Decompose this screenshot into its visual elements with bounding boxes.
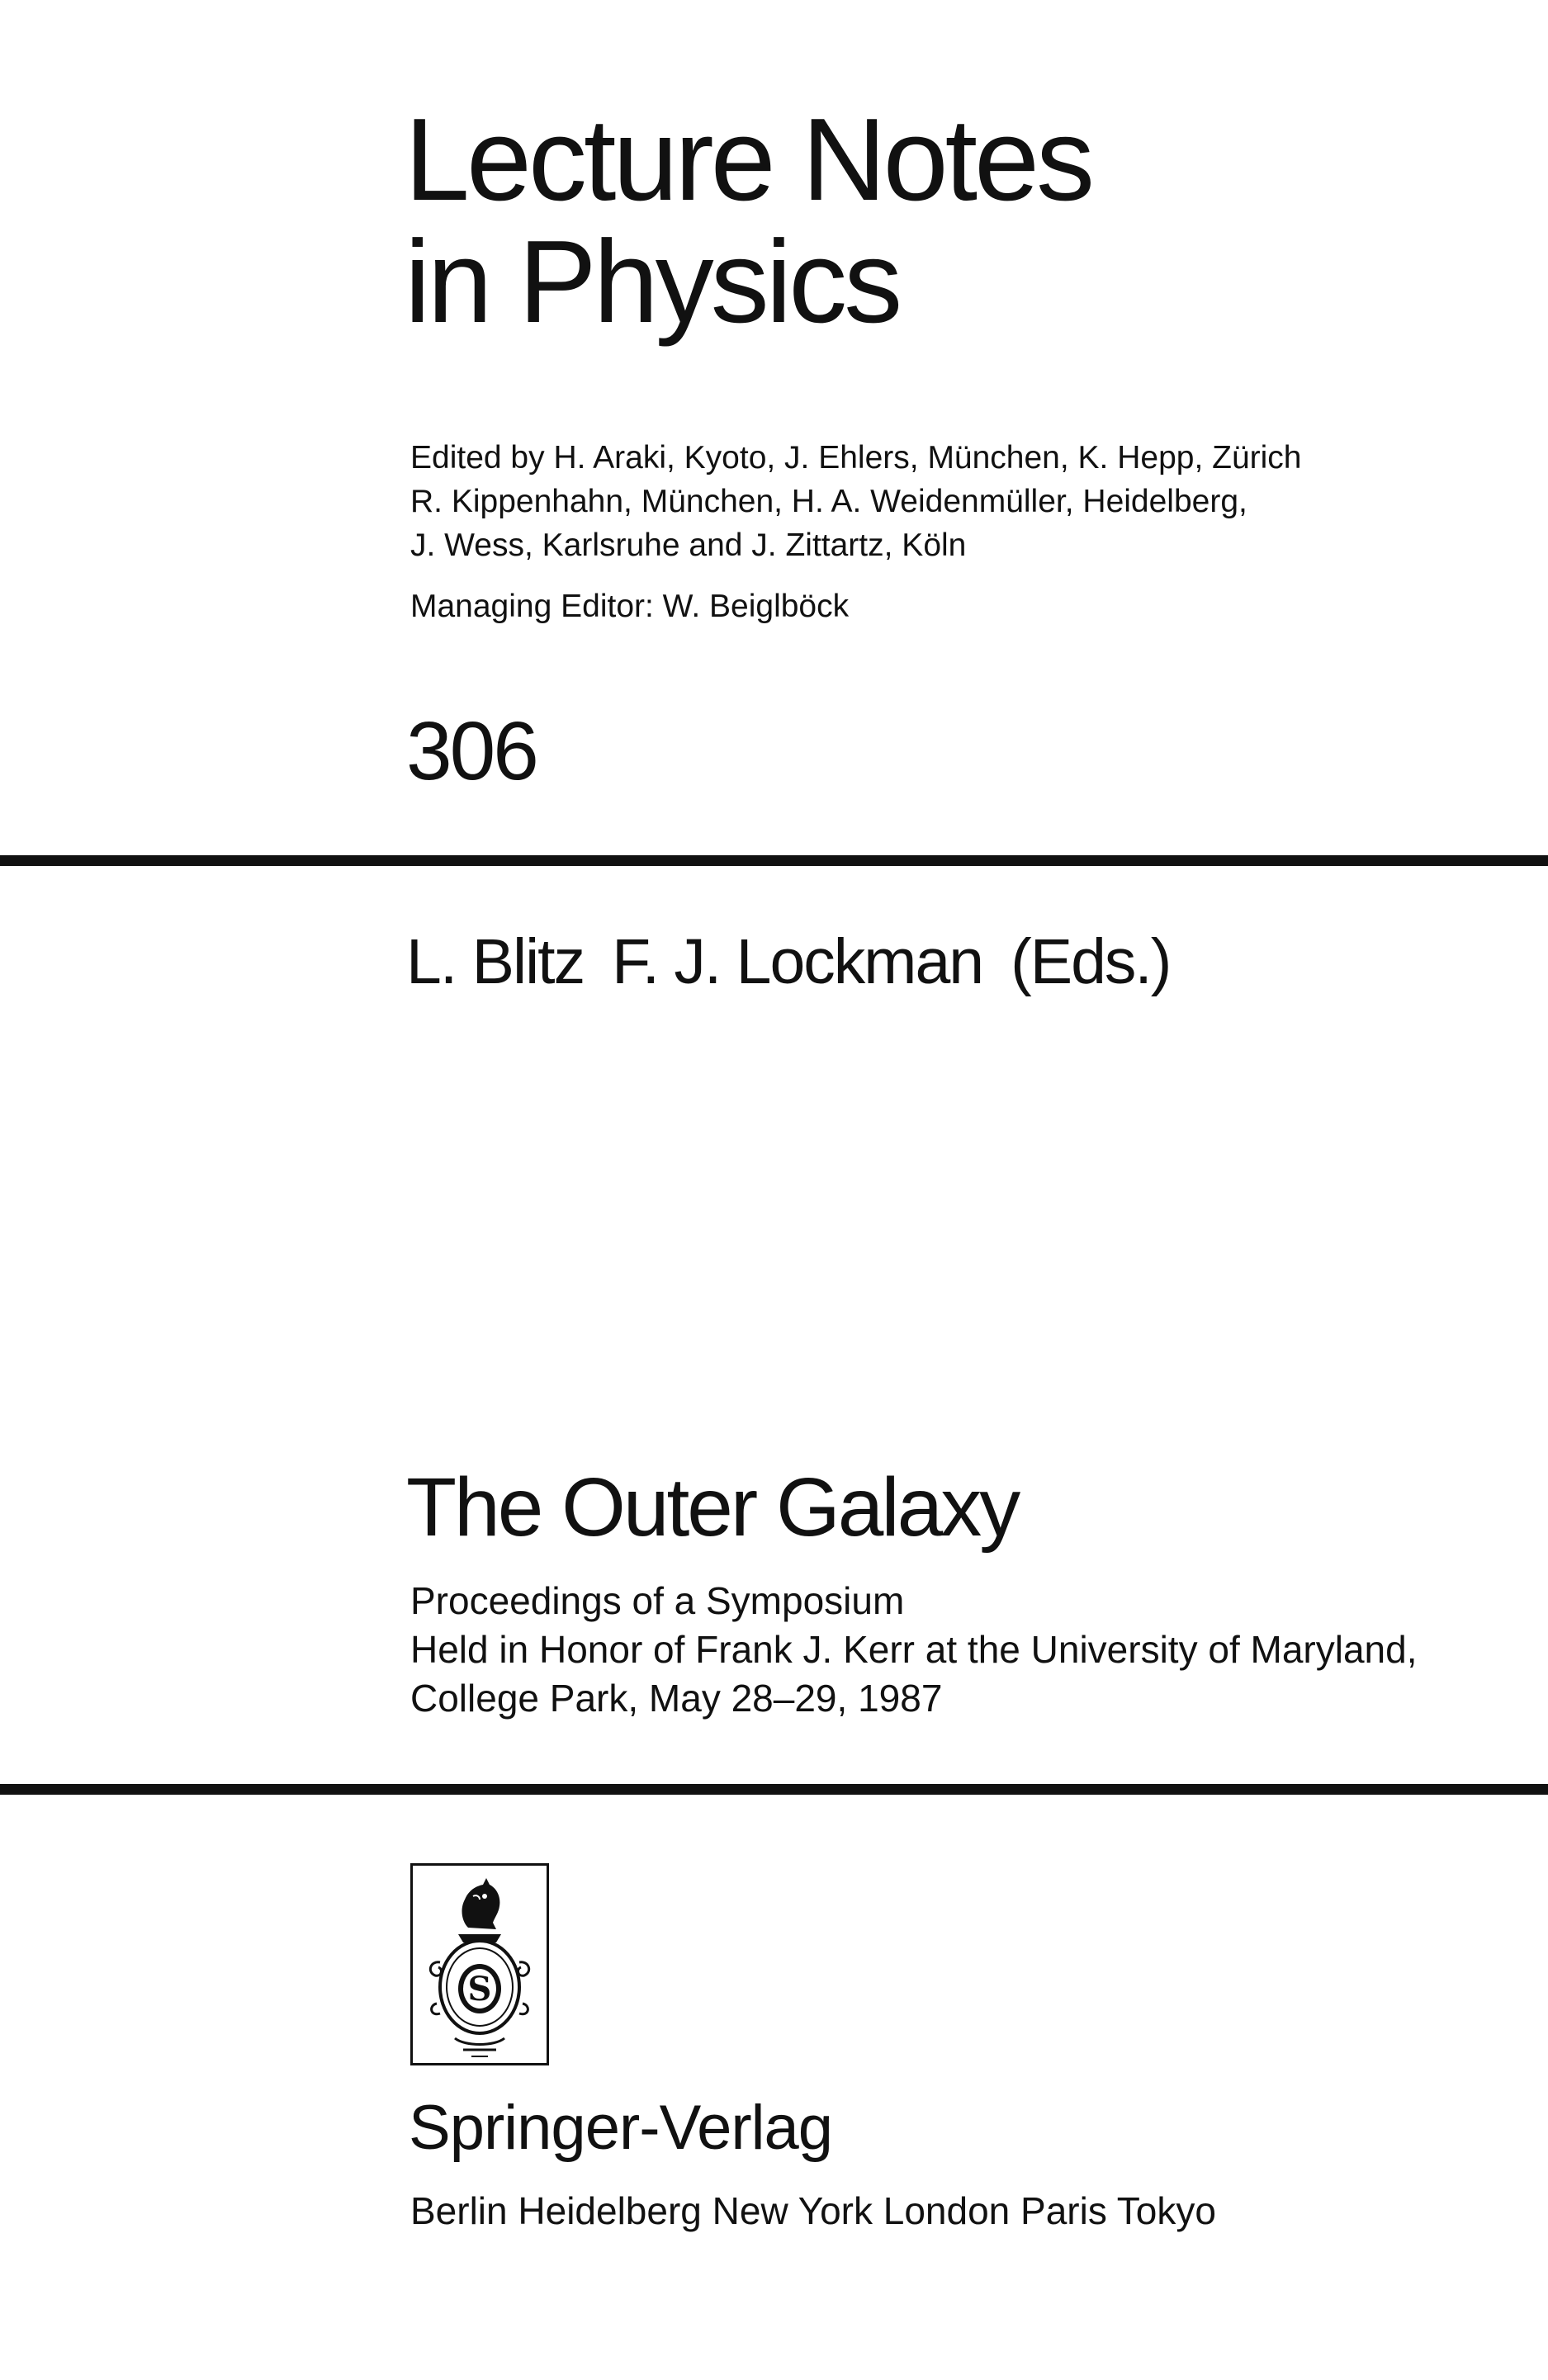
- svg-text:S: S: [467, 1970, 492, 2009]
- eds-suffix: (Eds.): [1011, 926, 1171, 997]
- publisher-name: Springer-Verlag: [409, 2093, 833, 2163]
- springer-knight-logo-icon: [410, 1863, 549, 2065]
- book-title: The Outer Galaxy: [406, 1461, 1019, 1554]
- book-editors: [406, 925, 1170, 999]
- series-title-line1: Lecture Notes: [405, 94, 1092, 225]
- series-title-line2: in Physics: [405, 216, 900, 348]
- editors-line2: R. Kippenhahn, München, H. A. Weidenmüller, Heidelberg,: [410, 484, 1247, 519]
- editors-line1: Edited by H. Araki, Kyoto, J. Ehlers, München, K. Hepp, Zürich: [410, 440, 1302, 476]
- top-divider: [0, 855, 1548, 866]
- series-title: [405, 94, 1092, 348]
- subtitle-line1: Proceedings of a Symposium: [410, 1579, 905, 1622]
- publisher-cities: Berlin Heidelberg New York London Paris Tokyo: [410, 2189, 1216, 2232]
- managing-editor: Managing Editor: W. Beiglböck: [410, 589, 850, 624]
- subtitle-line3: College Park, May 28–29, 1987: [410, 1677, 943, 1720]
- editors-line3: J. Wess, Karlsruhe and J. Zittartz, Köln: [410, 528, 967, 563]
- book-subtitle: [410, 1577, 1417, 1723]
- series-editors: [410, 436, 1302, 567]
- volume-number: 306: [406, 705, 537, 797]
- subtitle-line2: Held in Honor of Frank J. Kerr at the University of Maryland,: [410, 1628, 1418, 1671]
- bottom-divider: [0, 1784, 1548, 1795]
- editor-lockman: F. J. Lockman: [612, 926, 983, 997]
- editor-blitz: L. Blitz: [406, 926, 585, 997]
